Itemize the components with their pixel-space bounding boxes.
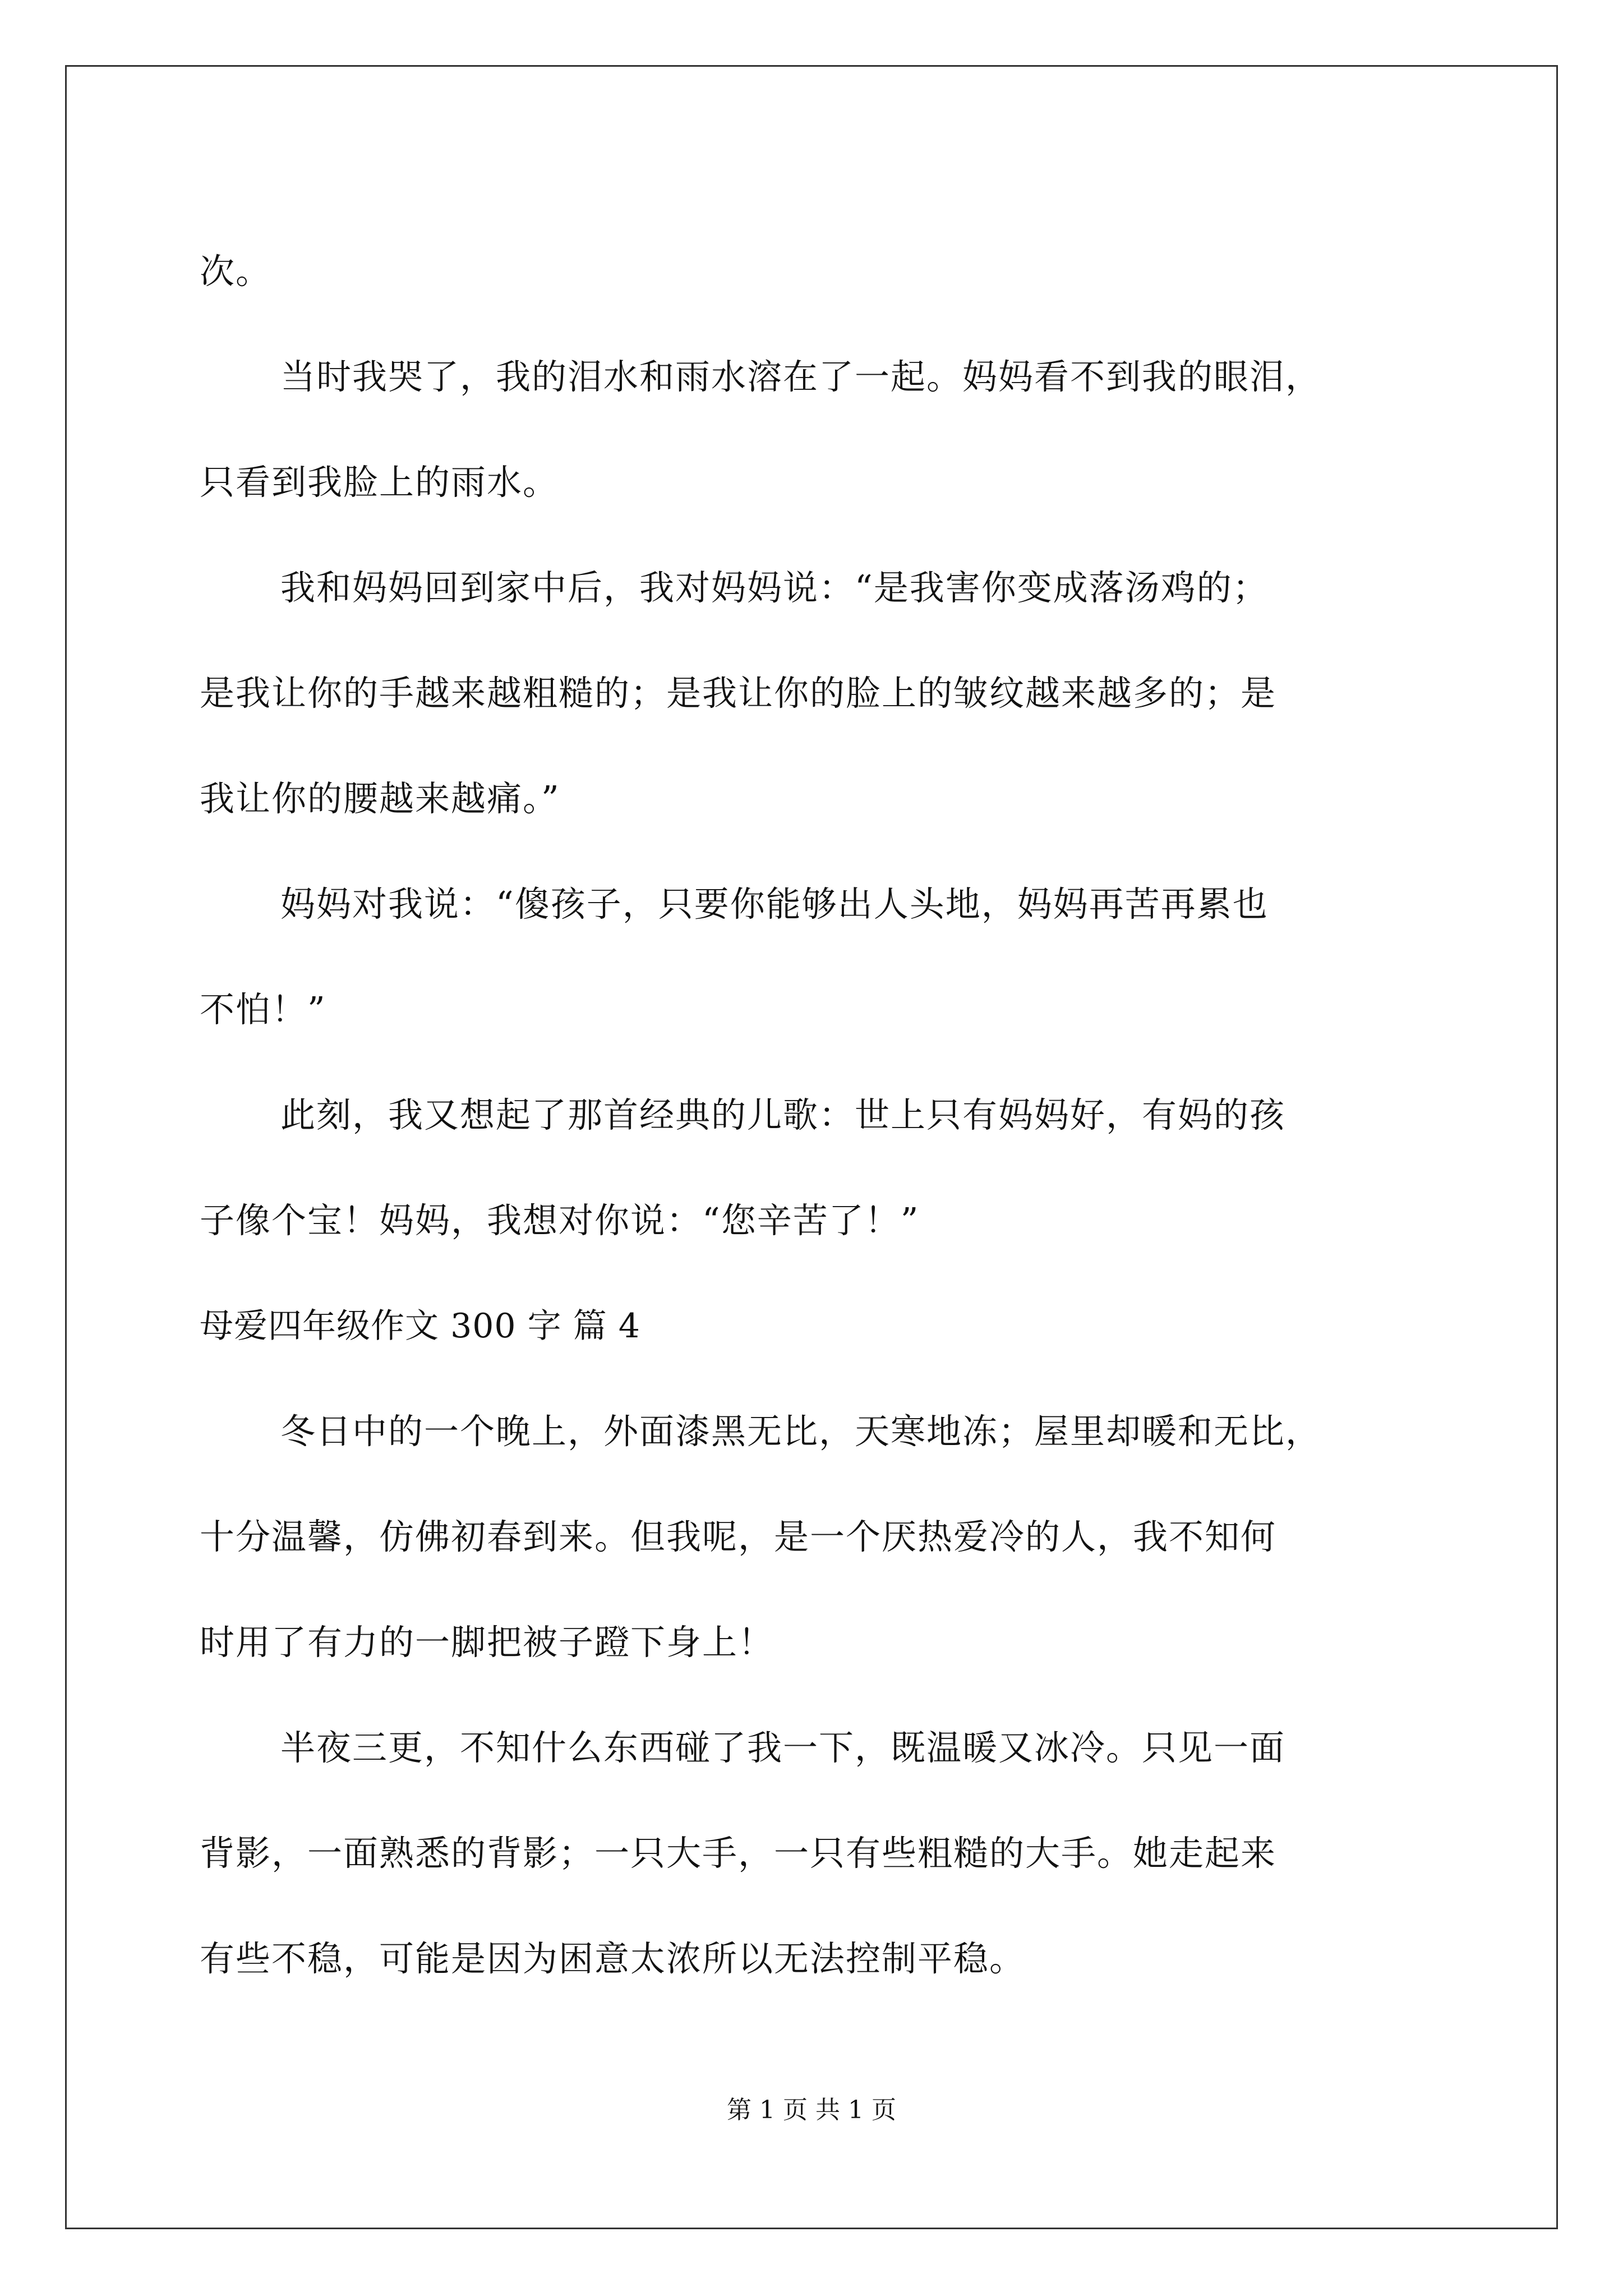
paragraph [200, 1695, 1439, 2012]
text-line: 不怕！” [200, 989, 326, 1030]
document-body [200, 219, 1439, 2012]
paragraph [200, 535, 1439, 852]
text-line: 是我让你的手越来越粗糙的；是我让你的脸上的皱纹越来越多的；是 [200, 673, 1277, 714]
text-line: 当时我哭了，我的泪水和雨水溶在了一起。妈妈看不到我的眼泪， [280, 356, 1322, 397]
text-line: 次。 [200, 251, 272, 292]
paragraph [200, 219, 1439, 324]
text-line: 子像个宝！妈妈，我想对你说：“您辛苦了！” [200, 1200, 920, 1241]
paragraph [200, 324, 1439, 535]
paragraph [200, 1062, 1439, 1273]
text-line: 半夜三更，不知什么东西碰了我一下，既温暖又冰冷。只见一面 [280, 1727, 1286, 1768]
text-line: 有些不稳，可能是因为困意太浓所以无法控制平稳。 [200, 1938, 1026, 1979]
text-line: 时用了有力的一脚把被子蹬下身上！ [200, 1622, 774, 1663]
text-line: 我让你的腰越来越痛。” [200, 778, 560, 819]
section-heading [200, 1273, 1439, 1379]
text-line: 背影，一面熟悉的背影；一只大手，一只有些粗糙的大手。她走起来 [200, 1833, 1277, 1874]
text-line: 只看到我脸上的雨水。 [200, 462, 559, 503]
text-line: 我和妈妈回到家中后，我对妈妈说：“是我害你变成落汤鸡的； [280, 567, 1269, 608]
paragraph [200, 1379, 1439, 1695]
heading-text: 母爱四年级作文 300 字 篇 4 [200, 1306, 640, 1346]
text-line: 十分温馨，仿佛初春到来。但我呢，是一个厌热爱冷的人，我不知何 [200, 1516, 1277, 1557]
text-line: 冬日中的一个晚上，外面漆黑无比，天寒地冻；屋里却暖和无比， [280, 1411, 1322, 1452]
text-line: 此刻，我又想起了那首经典的儿歌：世上只有妈妈好，有妈的孩 [280, 1094, 1286, 1135]
page-footer [0, 2090, 1623, 2125]
text-line: 妈妈对我说：“傻孩子，只要你能够出人头地，妈妈再苦再累也 [280, 884, 1269, 924]
paragraph [200, 852, 1439, 1062]
page-number-label: 第 1 页 共 1 页 [727, 2096, 896, 2124]
